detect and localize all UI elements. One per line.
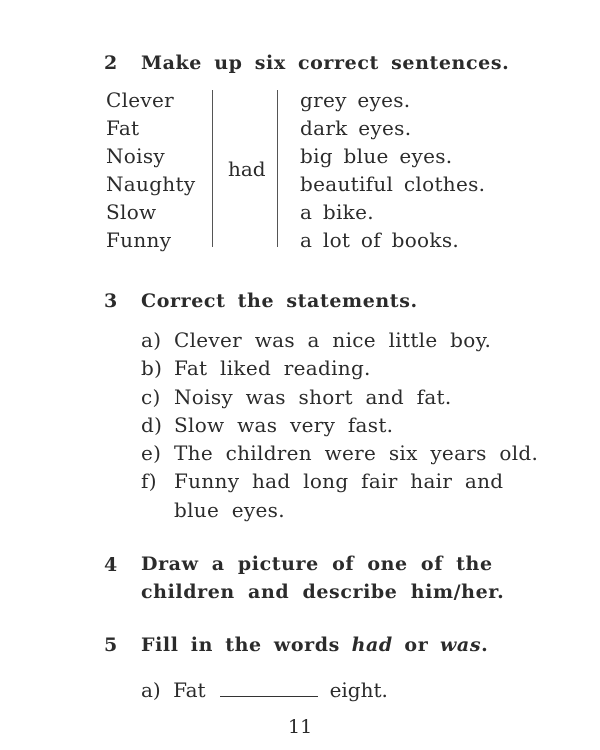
list-item: [141, 467, 538, 495]
exercise-4-number: 4: [104, 554, 118, 576]
statements-list: [141, 326, 538, 524]
object-item: a bike.: [300, 200, 374, 224]
answer-blank[interactable]: [220, 677, 318, 697]
list-item: [141, 383, 538, 411]
name-item: Clever: [106, 88, 175, 112]
column-divider-left: [212, 90, 213, 247]
item-label: a): [141, 678, 161, 702]
fill-in-item: [141, 677, 388, 702]
word-had: had: [351, 634, 393, 656]
names-column: [106, 86, 195, 254]
name-item: Funny: [106, 228, 172, 252]
instruction-line: children and describe him/her.: [141, 581, 505, 603]
item-text: Clever was a nice little boy.: [174, 328, 492, 352]
list-item: [141, 354, 538, 382]
exercise-3-title: Correct the statements.: [141, 290, 418, 312]
name-item: Noisy: [106, 144, 165, 168]
exercise-5-number: 5: [104, 634, 118, 656]
item-text: Slow was very fast.: [174, 412, 394, 437]
exercise-2-title: Make up six correct sentences.: [141, 52, 510, 74]
name-item: Naughty: [106, 172, 196, 196]
item-rest: eight.: [329, 678, 388, 702]
exercise-3-number: 3: [104, 290, 118, 312]
item-label: c): [141, 384, 161, 409]
item-label: d): [141, 412, 163, 437]
list-item: [141, 411, 538, 439]
item-text-continuation: blue eyes.: [174, 497, 285, 522]
list-item: [141, 326, 538, 354]
item-label: b): [141, 356, 163, 381]
page-number: 11: [288, 716, 313, 738]
title-period: .: [481, 634, 489, 656]
exercise-4-instruction: [141, 550, 504, 606]
name-item: Fat: [106, 116, 140, 140]
item-label: e): [141, 441, 162, 466]
instruction-line: Draw a picture of one of the: [141, 553, 493, 575]
word-or: or: [404, 634, 429, 656]
object-item: big blue eyes.: [300, 144, 453, 168]
objects-column: [300, 86, 485, 254]
name-item: Slow: [106, 200, 157, 224]
item-subject: Fat: [173, 678, 206, 702]
object-item: beautiful clothes.: [300, 172, 486, 196]
item-label: f): [141, 469, 157, 494]
object-item: a lot of books.: [300, 228, 460, 252]
verb-had: had: [228, 157, 266, 181]
item-text: The children were six years old.: [174, 441, 539, 466]
object-item: dark eyes.: [300, 116, 412, 140]
item-text: Funny had long fair hair and: [174, 469, 504, 494]
title-text: Fill in the words: [141, 634, 340, 656]
item-label: a): [141, 328, 162, 352]
exercise-5-title: [141, 634, 488, 656]
exercise-2-number: 2: [104, 52, 118, 74]
word-was: was: [439, 634, 482, 656]
column-divider-right: [277, 90, 278, 247]
list-item: [141, 439, 538, 467]
item-text: Noisy was short and fat.: [174, 384, 452, 409]
object-item: grey eyes.: [300, 88, 411, 112]
item-text: Fat liked reading.: [174, 356, 371, 381]
